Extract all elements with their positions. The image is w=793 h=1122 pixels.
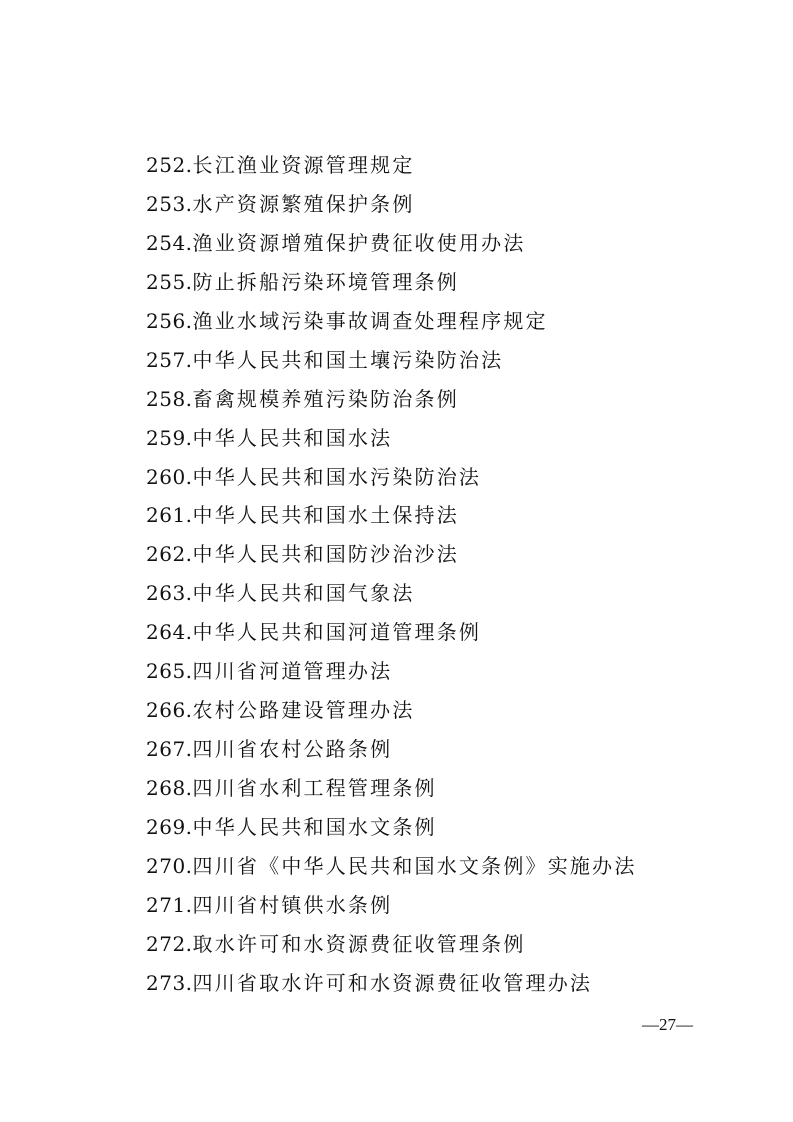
law-item-title: 水产资源繁殖保护条例 [192,191,415,216]
law-item-number: 273. [146,970,193,995]
law-item-title: 四川省村镇供水条例 [192,892,393,917]
law-item-number: 262. [146,542,193,567]
law-list-item [146,652,637,691]
law-item-number: 270. [146,853,193,878]
law-item-number: 261. [146,503,193,528]
law-item-title: 渔业资源增殖保护费征收使用办法 [192,230,526,255]
law-item-number: 257. [146,347,193,372]
law-item-title: 中华人民共和国河道管理条例 [192,620,482,645]
law-list-item [146,419,637,458]
law-item-number: 258. [146,386,193,411]
law-item-title: 中华人民共和国水法 [192,425,393,450]
law-list-item [146,224,637,263]
law-list-item [146,263,637,302]
law-item-title: 中华人民共和国水污染防治法 [192,464,482,489]
law-item-number: 266. [146,698,193,723]
law-item-number: 256. [146,308,193,333]
law-item-number: 267. [146,737,193,762]
law-item-title: 中华人民共和国水土保持法 [192,503,459,528]
law-item-title: 长江渔业资源管理规定 [192,153,415,177]
law-item-number: 268. [146,776,193,800]
law-list-item [146,808,637,847]
law-list-item [146,574,637,613]
law-item-title: 农村公路建设管理办法 [192,698,415,723]
law-item-number: 252. [146,153,193,177]
law-item-title: 防止拆船污染环境管理条例 [192,269,459,294]
law-list-item [146,302,637,341]
law-item-title: 中华人民共和国防沙治沙法 [192,542,459,567]
law-item-title: 渔业水域污染事故调查处理程序规定 [192,308,548,333]
law-list-item [146,458,637,497]
law-item-number: 260. [146,464,193,489]
law-item-number: 254. [146,230,193,255]
law-item-title: 四川省《中华人民共和国水文条例》实施办法 [192,853,637,878]
law-item-title: 取水许可和水资源费征收管理条例 [192,931,526,956]
law-item-number: 272. [146,931,193,956]
law-list-item [146,691,637,730]
law-item-title: 中华人民共和国水文条例 [192,814,437,839]
law-list-item [146,769,637,808]
law-item-title: 畜禽规模养殖污染防治条例 [192,386,459,411]
law-item-title: 中华人民共和国气象法 [192,581,415,606]
law-item-number: 265. [146,659,193,684]
law-item-number: 253. [146,191,193,216]
law-item-title: 四川省取水许可和水资源费征收管理办法 [192,970,593,995]
law-item-number: 269. [146,814,193,839]
law-item-number: 271. [146,892,193,917]
law-list-item [146,886,637,925]
law-item-title: 四川省农村公路条例 [192,737,393,762]
law-list-item [146,535,637,574]
law-item-number: 263. [146,581,193,606]
law-list-item [146,185,637,224]
law-item-number: 255. [146,269,193,294]
law-list [146,146,637,1003]
law-item-title: 四川省河道管理办法 [192,659,393,684]
law-list-item [146,496,637,535]
page-number: —27— [642,1015,693,1034]
law-list-item [146,380,637,419]
law-item-title: 中华人民共和国土壤污染防治法 [192,347,504,372]
law-list-item [146,146,637,185]
law-list-item [146,964,637,1003]
law-item-number: 259. [146,425,193,450]
law-list-item [146,613,637,652]
law-item-title: 四川省水利工程管理条例 [192,776,437,800]
law-list-item [146,847,637,886]
law-item-number: 264. [146,620,193,645]
law-list-item [146,925,637,964]
law-list-item [146,341,637,380]
law-list-item [146,730,637,769]
